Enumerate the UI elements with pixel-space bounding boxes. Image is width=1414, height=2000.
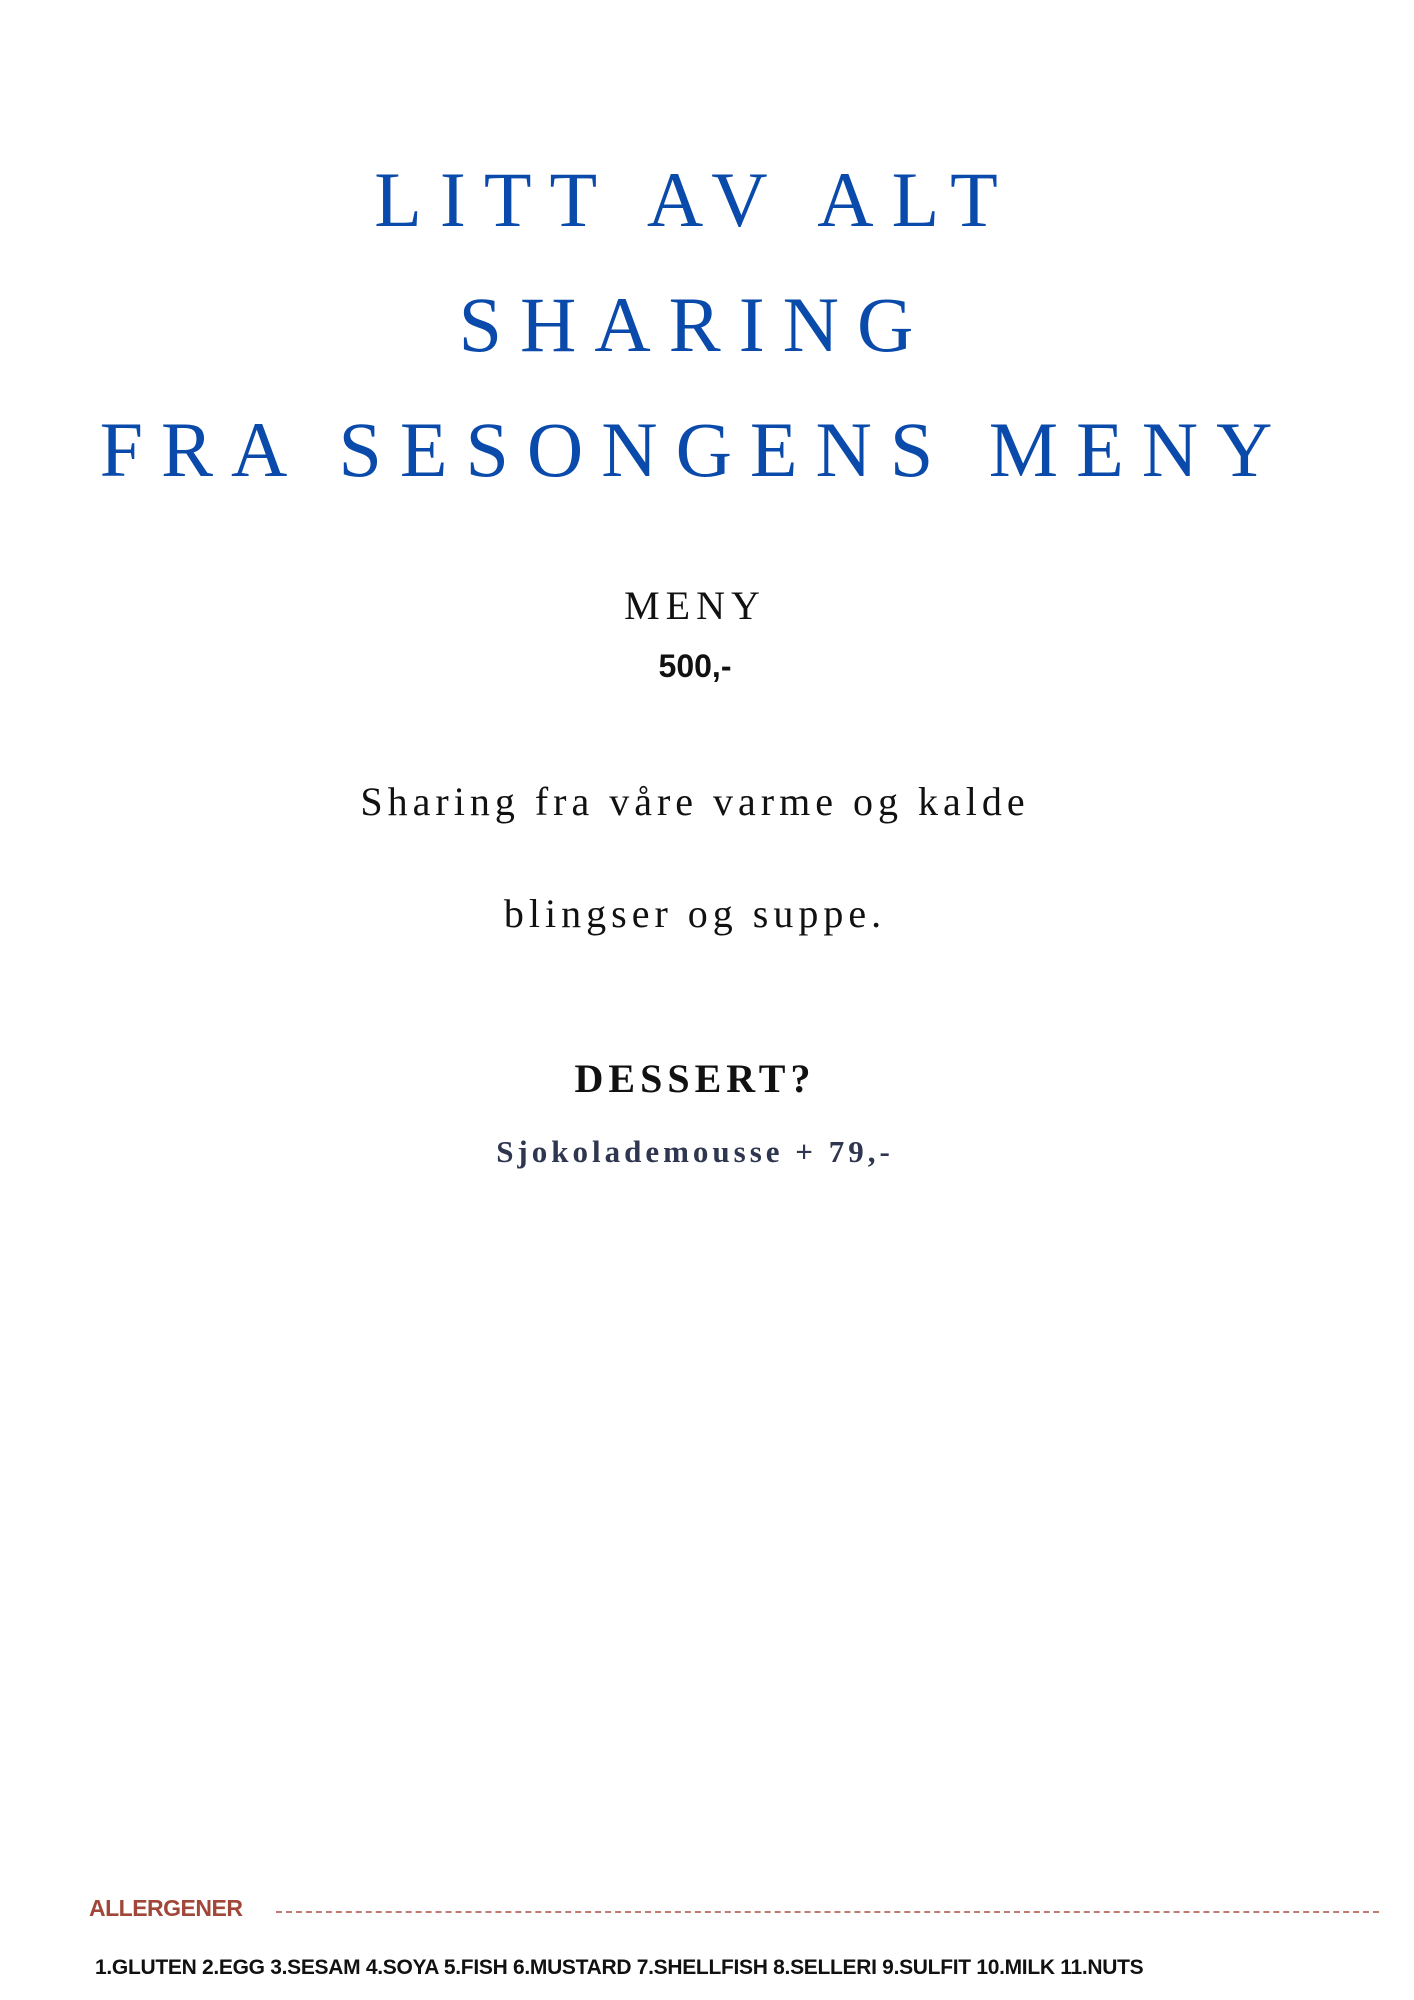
menu-price: 500,- <box>658 648 732 684</box>
title-line-2: SHARING <box>458 281 932 368</box>
title-line-1: LITT AV ALT <box>374 156 1016 243</box>
title-line-3: FRA SESONGENS MENY <box>99 406 1291 493</box>
allergen-list: 1.GLUTEN 2.EGG 3.SESAM 4.SOYA 5.FISH 6.MUSTARD 7.SHELLFISH 8.SELLERI 9.SULFIT 10.MILK 11.NUTS <box>95 1956 1144 1979</box>
menu-label: MENY <box>624 583 766 628</box>
dessert-item: Sjokolademousse + 79,- <box>496 1134 894 1169</box>
description-line-2: blingser og suppe. <box>503 891 887 936</box>
allergen-header <box>89 1895 1379 1935</box>
allergen-divider <box>276 1911 1379 1913</box>
description-line-1: Sharing fra våre varme og kalde <box>360 779 1030 824</box>
dessert-heading: DESSERT? <box>574 1056 816 1101</box>
allergen-label: ALLERGENER <box>89 1895 243 1921</box>
